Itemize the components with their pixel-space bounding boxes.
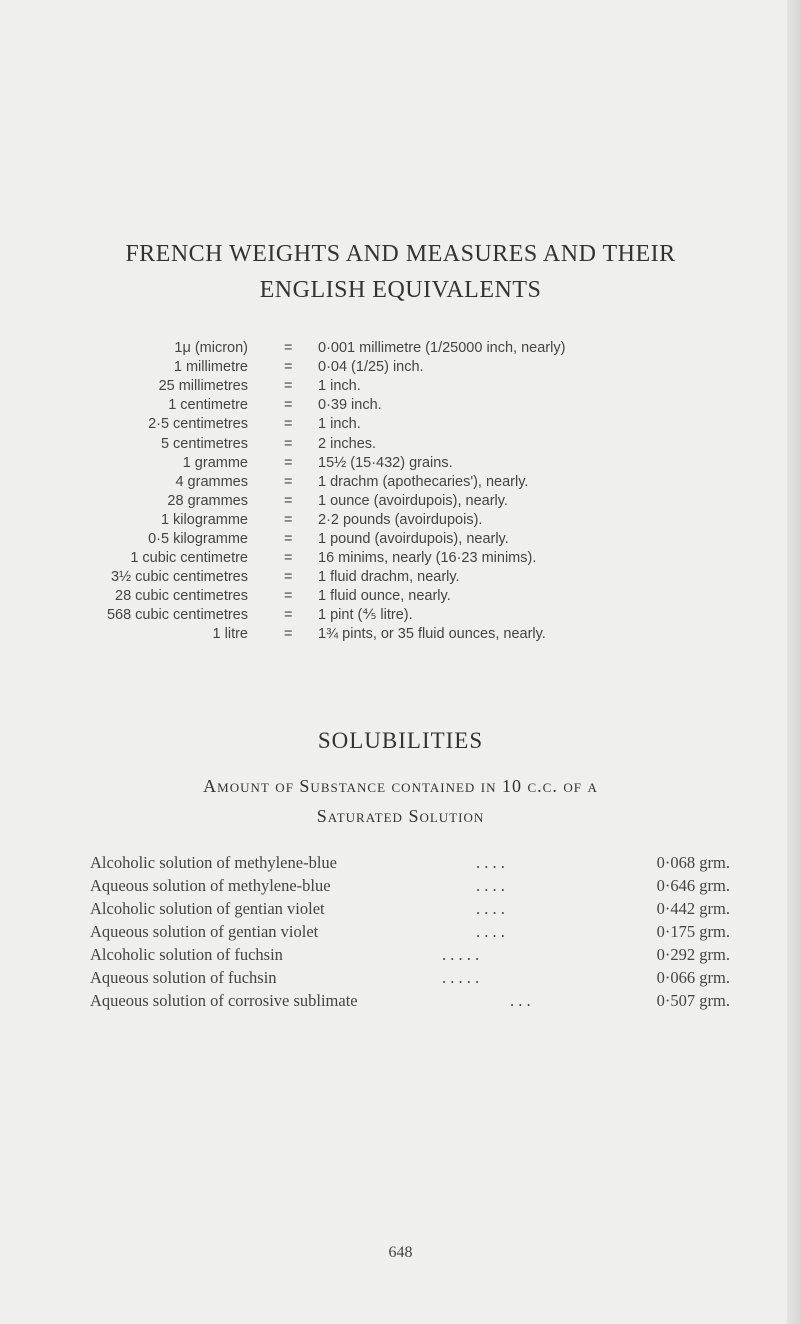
metric-unit: 1 cubic centimetre [130, 550, 248, 566]
equivalent-row [0, 588, 801, 608]
solubilities-subheading-line-2: Saturated Solution [316, 806, 485, 826]
equivalent-row [0, 397, 801, 417]
solubility-row [90, 853, 730, 875]
substance-name: Alcoholic solution of fuchsin [90, 945, 283, 964]
substance-name: Aqueous solution of fuchsin [90, 968, 277, 987]
page-title-line-1: FRENCH WEIGHTS AND MEASURES AND THEIR [125, 241, 676, 267]
amount-value: 0·646 grm. [656, 876, 730, 895]
english-equivalent: 1 fluid ounce, nearly. [318, 588, 451, 604]
equivalent-row [0, 474, 801, 494]
solubility-row [90, 945, 730, 967]
page-title-line-2: ENGLISH EQUIVALENTS [259, 277, 542, 303]
amount-value: 0·175 grm. [656, 922, 730, 941]
equivalent-row [0, 569, 801, 589]
english-equivalent: 1¾ pints, or 35 fluid ounces, nearly. [318, 626, 546, 642]
metric-unit: 1 gramme [182, 455, 248, 471]
substance-name: Alcoholic solution of gentian violet [90, 899, 325, 918]
amount-value: 0·507 grm. [656, 991, 730, 1010]
solubility-row [90, 991, 730, 1013]
equals-sign: = [284, 512, 293, 528]
equals-sign: = [284, 588, 293, 604]
english-equivalent: 15½ (15·432) grains. [318, 455, 453, 471]
metric-unit: 1 millimetre [173, 359, 248, 375]
equals-sign: = [284, 397, 293, 413]
equivalent-row [0, 455, 801, 475]
english-equivalent: 0·39 inch. [318, 397, 382, 413]
equivalent-row [0, 626, 801, 646]
solubility-row [90, 968, 730, 990]
equivalent-row [0, 550, 801, 570]
substance-name: Alcoholic solution of methylene-blue [90, 853, 337, 872]
english-equivalent: 2 inches. [318, 436, 377, 452]
english-equivalent: 16 minims, nearly (16·23 minims). [318, 550, 537, 566]
amount-value: 0·066 grm. [656, 968, 730, 987]
metric-unit: 2·5 centimetres [148, 416, 248, 432]
equivalent-row [0, 512, 801, 532]
metric-unit: 1 kilogramme [160, 512, 248, 528]
dot-leader: . . . . . [442, 945, 480, 964]
substance-name: Aqueous solution of gentian violet [90, 922, 319, 941]
equals-sign: = [284, 607, 293, 623]
english-equivalent: 1 fluid drachm, nearly. [318, 569, 460, 585]
equivalent-row [0, 436, 801, 456]
metric-unit: 1μ (micron) [174, 340, 248, 356]
equivalent-row [0, 607, 801, 627]
equals-sign: = [284, 359, 293, 375]
substance-name: Aqueous solution of corrosive sublimate [90, 991, 358, 1010]
dot-leader: . . . . [476, 876, 505, 895]
equals-sign: = [284, 474, 293, 490]
metric-unit: 3½ cubic centimetres [110, 569, 248, 585]
solubility-row [90, 876, 730, 898]
solubilities-subheading-line-1: Amount of Substance contained in 10 c.c. of a [203, 776, 598, 796]
equals-sign: = [284, 378, 293, 394]
metric-unit: 25 millimetres [158, 378, 248, 394]
english-equivalent: 1 inch. [318, 416, 361, 432]
equals-sign: = [284, 340, 293, 356]
equals-sign: = [284, 626, 293, 642]
amount-value: 0·068 grm. [656, 853, 730, 872]
equivalent-row [0, 340, 801, 360]
metric-unit: 5 centimetres [160, 436, 248, 452]
equivalent-row [0, 531, 801, 551]
english-equivalent: 1 ounce (avoirdupois), nearly. [318, 493, 508, 509]
english-equivalent: 0·04 (1/25) inch. [318, 359, 424, 375]
equals-sign: = [284, 455, 293, 471]
amount-value: 0·292 grm. [656, 945, 730, 964]
solubility-row [90, 899, 730, 921]
amount-value: 0·442 grm. [656, 899, 730, 918]
equivalent-row [0, 416, 801, 436]
solubilities-heading: SOLUBILITIES [317, 728, 484, 753]
equals-sign: = [284, 550, 293, 566]
english-equivalent: 2·2 pounds (avoirdupois). [318, 512, 483, 528]
dot-leader: . . . . [476, 899, 505, 918]
english-equivalent: 0·001 millimetre (1/25000 inch, nearly) [318, 340, 566, 356]
equals-sign: = [284, 531, 293, 547]
metric-unit: 1 litre [212, 626, 248, 642]
page-number: 648 [388, 1244, 413, 1261]
substance-name: Aqueous solution of methylene-blue [90, 876, 331, 895]
metric-unit: 28 grammes [167, 493, 248, 509]
dot-leader: . . . . . [442, 968, 480, 987]
metric-unit: 568 cubic centimetres [106, 607, 248, 623]
equivalent-row [0, 493, 801, 513]
equals-sign: = [284, 569, 293, 585]
metric-unit: 1 centimetre [168, 397, 248, 413]
english-equivalent: 1 drachm (apothecaries'), nearly. [318, 474, 529, 490]
equals-sign: = [284, 436, 293, 452]
english-equivalent: 1 pound (avoirdupois), nearly. [318, 531, 509, 547]
english-equivalent: 1 inch. [318, 378, 361, 394]
equals-sign: = [284, 493, 293, 509]
metric-unit: 0·5 kilogramme [148, 531, 248, 547]
metric-unit: 28 cubic centimetres [115, 588, 248, 604]
metric-unit: 4 grammes [175, 474, 248, 490]
page-edge-shadow [787, 0, 801, 1324]
equivalent-row [0, 378, 801, 398]
english-equivalent: 1 pint (⅘ litre). [318, 607, 413, 623]
equivalent-row [0, 359, 801, 379]
solubility-row [90, 922, 730, 944]
dot-leader: . . . . [476, 853, 505, 872]
dot-leader: . . . . [476, 922, 505, 941]
dot-leader: . . . [510, 991, 531, 1010]
equals-sign: = [284, 416, 293, 432]
